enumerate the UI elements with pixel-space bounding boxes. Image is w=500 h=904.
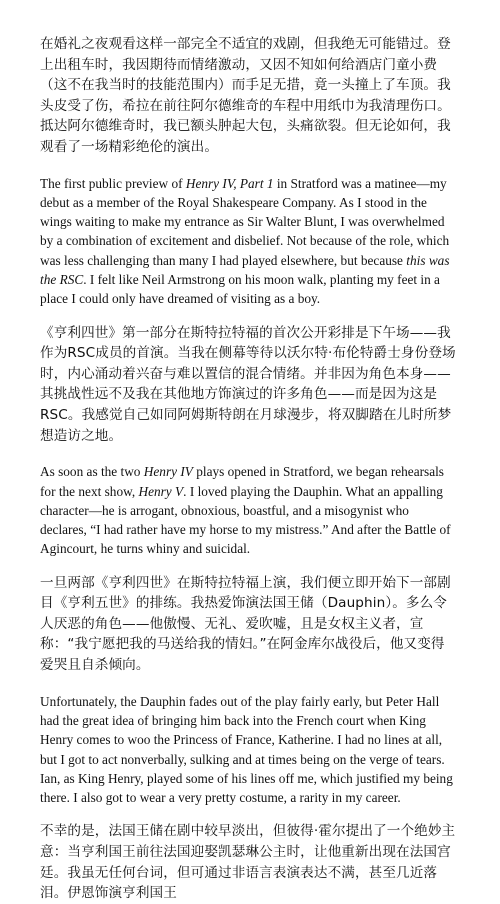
paragraph-zh-4	[40, 821, 456, 903]
italic-title-run: Henry IV	[143, 464, 193, 480]
paragraph-zh-2	[40, 323, 456, 447]
paragraph-en-2	[40, 462, 456, 558]
text-run: Unfortunately, the Dauphin fades out of the play fairly early, but Peter Hall had the great idea of bringing him back into the French court when King Henry comes to woo the Princess of France, Katherine. I had no lines at all, but I got to act nonverbally, sulking and at times being on the verge of tears. Ian, as King Henry, played some of his lines off me, which justified my being there. I also got to wear a very pretty costume, a rarity in my career.	[40, 693, 453, 806]
text-run: The first public preview of	[40, 175, 186, 191]
paragraph-en-1	[40, 174, 456, 309]
paragraph-zh-1	[40, 34, 456, 158]
italic-title-run: Henry V	[138, 483, 184, 499]
text-run: 一旦两部《亨利四世》在斯特拉特福上演，我们便立即开始下一部剧目《亨利五世》的排练。我热爱饰演法国王储（Dauphin）。多么令人厌恶的角色——他傲慢、无礼、爱吹嘘，且是女权主义者，宣称：“我宁愿把我的马送给我的情妇。”在阿金库尔战役后，他又变得爱哭且自杀倾向。	[40, 574, 451, 674]
paragraph-zh-3	[40, 573, 456, 676]
text-run: . I felt like Neil Armstrong on his moon walk, planting my feet in a place I could only have dreamed of visiting as a boy.	[40, 272, 440, 307]
text-run: As soon as the two	[40, 464, 144, 480]
paragraph-en-3	[40, 692, 456, 808]
italic-title-run: Henry IV, Part 1	[185, 175, 274, 191]
text-run: 《亨利四世》第一部分在斯特拉特福的首次公开彩排是下午场——我作为RSC成员的首演。当我在侧幕等待以沃尔特·布伦特爵士身份登场时，内心涌动着兴奋与难以置信的混合情绪。并非因为角色本身——其挑战性远不及我在其他地方饰演过的许多角色——而是因为这是RSC。我感觉自己如同阿姆斯特朗在月球漫步，将双脚踏在儿时所梦想造访之地。	[40, 324, 456, 444]
text-run: 在婚礼之夜观看这样一部完全不适宜的戏剧，但我绝无可能错过。登上出租车时，我因期待而情绪激动，又因不知如何给酒店门童小费（这不在我当时的技能范围内）而手足无措，竟一头撞上了车顶。我头皮受了伤，希拉在前往阿尔德维奇的车程中用纸巾为我清理伤口。抵达阿尔德维奇时，我已额头肿起大包，头痛欲裂。但无论如何，我观看了一场精彩绝伦的演出。	[40, 36, 451, 155]
italic-emphasis-run: this was the RSC	[40, 252, 450, 288]
text-run: . I loved playing the Dauphin. What an appalling character—he is arrogant, obnoxious, boastful, and a misogynist who declares, “I had rather have my horse to my mistress.” And after the Battle of Agincourt, he turns whiny and suicidal.	[40, 483, 451, 557]
text-run: 不幸的是，法国王储在剧中较早淡出，但彼得·霍尔提出了一个绝妙主意：当亨利国王前往法国迎娶凯瑟琳公主时，让他重新出现在法国宫廷。我虽无任何台词，但可通过非语言表演表达不满，甚至几近落泪。伊恩饰演亨利国王	[40, 823, 456, 902]
text-run: plays opened in Stratford, we began rehearsals for the next show,	[40, 464, 444, 499]
text-run: in Stratford was a matinee—my debut as a member of the Royal Shakespeare Company. As I stood in the wings waiting to make my entrance as Sir Walter Blunt, I was overwhelmed by a combination of excitement and disbelief. Not because of the role, which was less challenging than many I had played elsewhere, but because	[40, 175, 450, 268]
